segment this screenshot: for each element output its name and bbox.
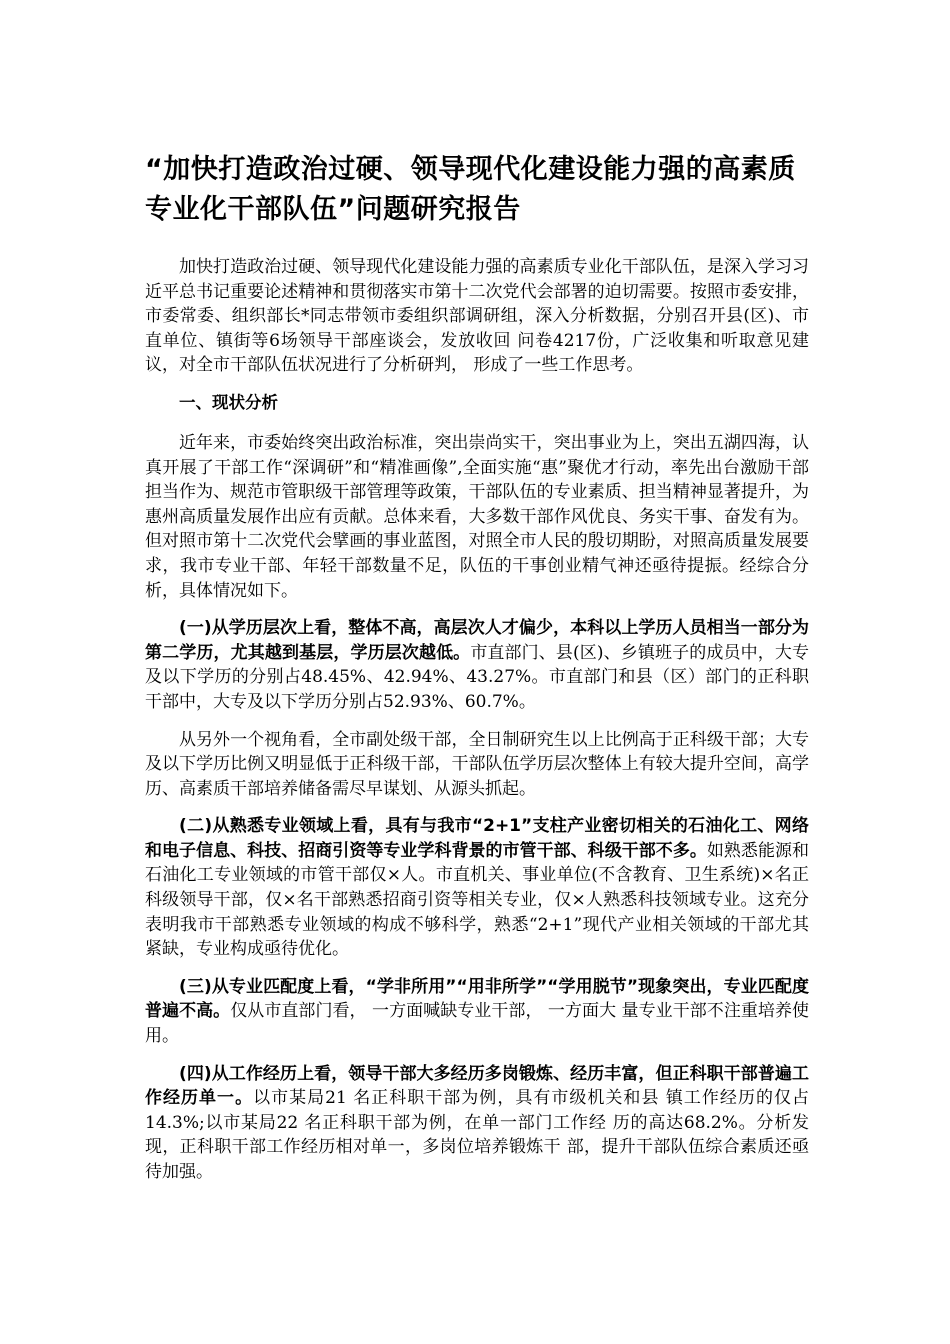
document-title: “加快打造政治过硬、领导现代化建设能力强的高素质专业化干部队伍”问题研究报告 bbox=[145, 154, 796, 225]
education-paragraph bbox=[145, 616, 809, 714]
experience-lead: (四)从工作经历上看，领导干部大多经历多岗锻炼、经历丰富，但正科职干部普遍工作经历单一。 bbox=[145, 1063, 809, 1109]
education-lead: (一)从学历层次上看，整体不高，高层次人才偏少，本科以上学历人员相当一部分为第二学历，尤其越到基层，学历层次越低。 bbox=[145, 618, 809, 663]
document-page bbox=[145, 150, 809, 1198]
expertise-paragraph bbox=[145, 814, 809, 962]
intro-paragraph: 加快打造政治过硬、领导现代化建设能力强的高素质专业化干部队伍，是深入学习习近平总书记重要论述精神和贯彻落实市第十二次党代会部署的迫切需要。按照市委安排，市委常委、组织部长*同志带领市委组织部调研组，深入分析数据，分别召开县(区)、市直单位、镇街等6场领导干部座谈会，发放收回 问卷4217份，广泛收集和听取意见建议，对全市干部队伍状况进行了分析研判， 形成了一些工作思考。 bbox=[145, 257, 809, 376]
matching-paragraph bbox=[145, 975, 809, 1049]
section-heading: 一、现状分析 bbox=[179, 392, 278, 412]
experience-paragraph bbox=[145, 1062, 809, 1185]
matching-body: 仅从市直部门看， 一方面喊缺专业干部， 一方面大 量专业干部不注重培养使用。 bbox=[145, 1001, 810, 1047]
education-body: 市直部门、县(区)、乡镇班子的成员中，大专及以下学历的分别占48.45%、42.94%、43.27%。市直部门和县（区）部门的正科职干部中，大专及以下学历分别占52.93%、60.7%。 bbox=[145, 642, 810, 712]
expertise-body: 如熟悉能源和石油化工专业领域的市管干部仅×人。市直机关、事业单位(不含教育、卫生系统)×名正科级领导干部，仅×名干部熟悉招商引资等相关专业，仅×人熟悉科技领域专业。这充分表明我市干部熟悉专业领域的构成不够科学，熟悉“2+1”现代产业相关领域的干部尤其紧缺，专业构成亟待优化。 bbox=[145, 840, 810, 960]
overview-paragraph: 近年来，市委始终突出政治标准，突出崇尚实干，突出事业为上，突出五湖四海，认真开展了干部工作“深调研”和“精准画像”,全面实施“惠”聚优才行动，率先出台激励干部担当作为、规范市管职级干部管理等政策，干部队伍的专业素质、担当精神显著提升，为惠州高质量发展作出应有贡献。总体来看，大多数干部作风优良、务实干事、奋发有为。但对照市第十二次党代会擘画的事业蓝图，对照全市人民的殷切期盼，对照高质量发展要求，我市专业干部、年轻干部数量不足，队伍的干事创业精气神还亟待提振。经综合分析，具体情况如下。 bbox=[145, 432, 809, 601]
expertise-lead: (二)从熟悉专业领域上看，具有与我市“2+1”支柱产业密切相关的石油化工、网络和电子信息、科技、招商引资等专业学科背景的市管干部、科级干部不多。 bbox=[145, 816, 809, 861]
matching-lead: (三)从专业匹配度上看，“学非所用”“用非所学”“学用脱节”现象突出，专业匹配度普遍不高。 bbox=[145, 976, 809, 1022]
experience-body: 以市某局21 名正科职干部为例，具有市级机关和县 镇工作经历的仅占14.3%;以市某局22 名正科职干部为例，在单一部门工作经 历的高达68.2%。分析发现，正科职干部工作经历相对单一，多岗位培养锻炼干 部，提升干部队伍综合素质还亟待加强。 bbox=[145, 1088, 809, 1182]
perspective-paragraph: 从另外一个视角看，全市副处级干部，全日制研究生以上比例高于正科级干部；大专及以下学历比例又明显低于正科级干部，干部队伍学历层次整体上有较大提升空间，高学历、高素质干部培养储备需尽早谋划、从源头抓起。 bbox=[145, 729, 809, 799]
